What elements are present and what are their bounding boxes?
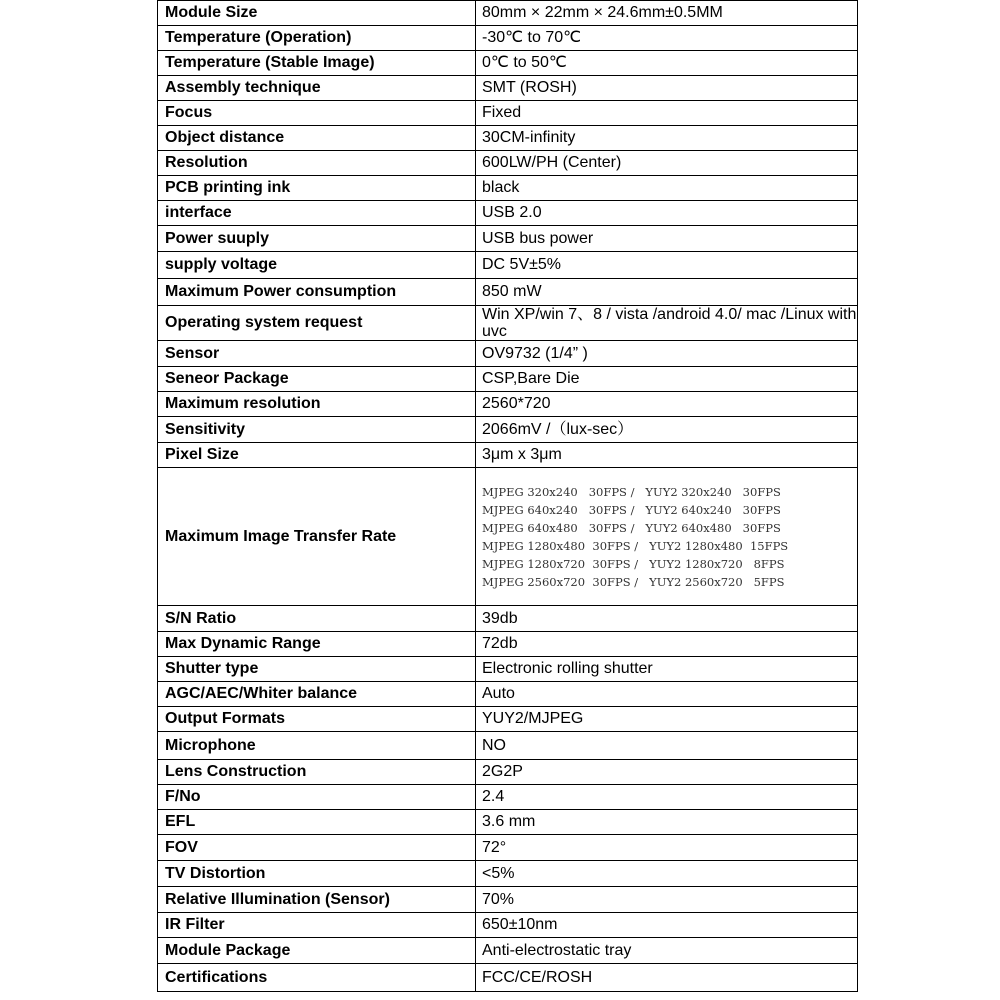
spec-label: Seneor Package: [158, 367, 476, 392]
spec-label: Sensor: [158, 341, 476, 367]
spec-value: CSP,Bare Die: [476, 367, 858, 392]
spec-label: Assembly technique: [158, 76, 476, 101]
spec-label: IR Filter: [158, 913, 476, 938]
spec-value: 3μm x 3μm: [476, 443, 858, 468]
spec-value: FCC/CE/ROSH: [476, 964, 858, 992]
spec-value: Fixed: [476, 101, 858, 126]
spec-row-relative-illumination: [158, 887, 858, 913]
spec-label: Lens Construction: [158, 760, 476, 785]
spec-row-max-resolution: [158, 392, 858, 417]
spec-value: 2G2P: [476, 760, 858, 785]
spec-value: 70%: [476, 887, 858, 913]
spec-value: 850 mW: [476, 279, 858, 306]
spec-label: Operating system request: [158, 306, 476, 341]
rate-line: MJPEG 1280x480 30FPS / YUY2 1280x480 15FPS: [482, 538, 789, 553]
spec-value: 39db: [476, 606, 858, 632]
spec-label: Focus: [158, 101, 476, 126]
spec-value: NO: [476, 732, 858, 760]
spec-label: Certifications: [158, 964, 476, 992]
spec-row-object-distance: [158, 126, 858, 151]
spec-row-lens-construction: [158, 760, 858, 785]
spec-value: black: [476, 176, 858, 201]
spec-row-os-request: [158, 306, 858, 341]
spec-value: 80mm × 22mm × 24.6mm±0.5MM: [476, 1, 858, 26]
spec-label: Resolution: [158, 151, 476, 176]
spec-label: EFL: [158, 810, 476, 835]
spec-label: Object distance: [158, 126, 476, 151]
spec-row-ir-filter: [158, 913, 858, 938]
spec-row-assembly: [158, 76, 858, 101]
spec-label: TV Distortion: [158, 861, 476, 887]
spec-value: 2.4: [476, 785, 858, 810]
spec-label: Power suuply: [158, 226, 476, 252]
spec-row-sensor: [158, 341, 858, 367]
spec-row-efl: [158, 810, 858, 835]
rate-line: MJPEG 320x240 30FPS / YUY2 320x240 30FPS: [482, 484, 781, 499]
spec-row-shutter: [158, 657, 858, 682]
spec-label: FOV: [158, 835, 476, 861]
spec-label: Maximum Power consumption: [158, 279, 476, 306]
spec-label: Module Size: [158, 1, 476, 26]
spec-row-dynamic-range: [158, 632, 858, 657]
spec-row-supply-voltage: [158, 252, 858, 279]
spec-row-pcb-ink: [158, 176, 858, 201]
spec-value: DC 5V±5%: [476, 252, 858, 279]
spec-row-temperature-operation: [158, 26, 858, 51]
spec-value: SMT (ROSH): [476, 76, 858, 101]
spec-row-interface: [158, 201, 858, 226]
spec-value: <5%: [476, 861, 858, 887]
spec-value: 3.6 mm: [476, 810, 858, 835]
spec-row-tv-distortion: [158, 861, 858, 887]
spec-label: Maximum resolution: [158, 392, 476, 417]
spec-label: Pixel Size: [158, 443, 476, 468]
spec-row-temperature-stable: [158, 51, 858, 76]
spec-value: 0℃ to 50℃: [476, 51, 858, 76]
spec-row-module-size: [158, 1, 858, 26]
spec-value: -30℃ to 70℃: [476, 26, 858, 51]
spec-row-output-formats: [158, 707, 858, 732]
spec-label: Temperature (Operation): [158, 26, 476, 51]
spec-value: 2560*720: [476, 392, 858, 417]
spec-row-agc-aec: [158, 682, 858, 707]
spec-label: Shutter type: [158, 657, 476, 682]
spec-value: 600LW/PH (Center): [476, 151, 858, 176]
spec-row-certifications: [158, 964, 858, 992]
spec-label: PCB printing ink: [158, 176, 476, 201]
spec-label: Sensitivity: [158, 417, 476, 443]
spec-table: [157, 0, 858, 992]
spec-label: Max Dynamic Range: [158, 632, 476, 657]
spec-label: Temperature (Stable Image): [158, 51, 476, 76]
rate-line: MJPEG 640x480 30FPS / YUY2 640x480 30FPS: [482, 520, 781, 535]
spec-label: F/No: [158, 785, 476, 810]
spec-row-sensor-package: [158, 367, 858, 392]
spec-value: 2066mV /（lux-sec）: [476, 417, 858, 443]
spec-value: Anti-electrostatic tray: [476, 938, 858, 964]
spec-row-fno: [158, 785, 858, 810]
spec-label: interface: [158, 201, 476, 226]
spec-row-power-supply: [158, 226, 858, 252]
spec-row-max-power: [158, 279, 858, 306]
spec-value-rates: [476, 468, 858, 606]
spec-value: Electronic rolling shutter: [476, 657, 858, 682]
spec-row-module-package: [158, 938, 858, 964]
spec-row-sensitivity: [158, 417, 858, 443]
spec-row-pixel-size: [158, 443, 858, 468]
rate-line: MJPEG 2560x720 30FPS / YUY2 2560x720 5FPS: [482, 574, 785, 589]
spec-value: USB bus power: [476, 226, 858, 252]
spec-label: AGC/AEC/Whiter balance: [158, 682, 476, 707]
spec-value: YUY2/MJPEG: [476, 707, 858, 732]
spec-value: OV9732 (1/4” ): [476, 341, 858, 367]
spec-label: Relative Illumination (Sensor): [158, 887, 476, 913]
spec-row-fov: [158, 835, 858, 861]
spec-value: 72°: [476, 835, 858, 861]
spec-label: Output Formats: [158, 707, 476, 732]
spec-value: Win XP/win 7、8 / vista /android 4.0/ mac /Linux with uvc: [476, 306, 858, 341]
rate-line: MJPEG 640x240 30FPS / YUY2 640x240 30FPS: [482, 502, 781, 517]
spec-value: 30CM-infinity: [476, 126, 858, 151]
spec-label: S/N Ratio: [158, 606, 476, 632]
spec-value: 72db: [476, 632, 858, 657]
spec-row-microphone: [158, 732, 858, 760]
spec-label: supply voltage: [158, 252, 476, 279]
spec-label: Maximum Image Transfer Rate: [158, 468, 476, 606]
spec-row-sn-ratio: [158, 606, 858, 632]
rate-line: MJPEG 1280x720 30FPS / YUY2 1280x720 8FPS: [482, 556, 785, 571]
spec-value: 650±10nm: [476, 913, 858, 938]
spec-row-focus: [158, 101, 858, 126]
spec-row-transfer-rate: [158, 468, 858, 606]
spec-label: Module Package: [158, 938, 476, 964]
spec-label: Microphone: [158, 732, 476, 760]
spec-value: Auto: [476, 682, 858, 707]
spec-row-resolution: [158, 151, 858, 176]
spec-value: USB 2.0: [476, 201, 858, 226]
